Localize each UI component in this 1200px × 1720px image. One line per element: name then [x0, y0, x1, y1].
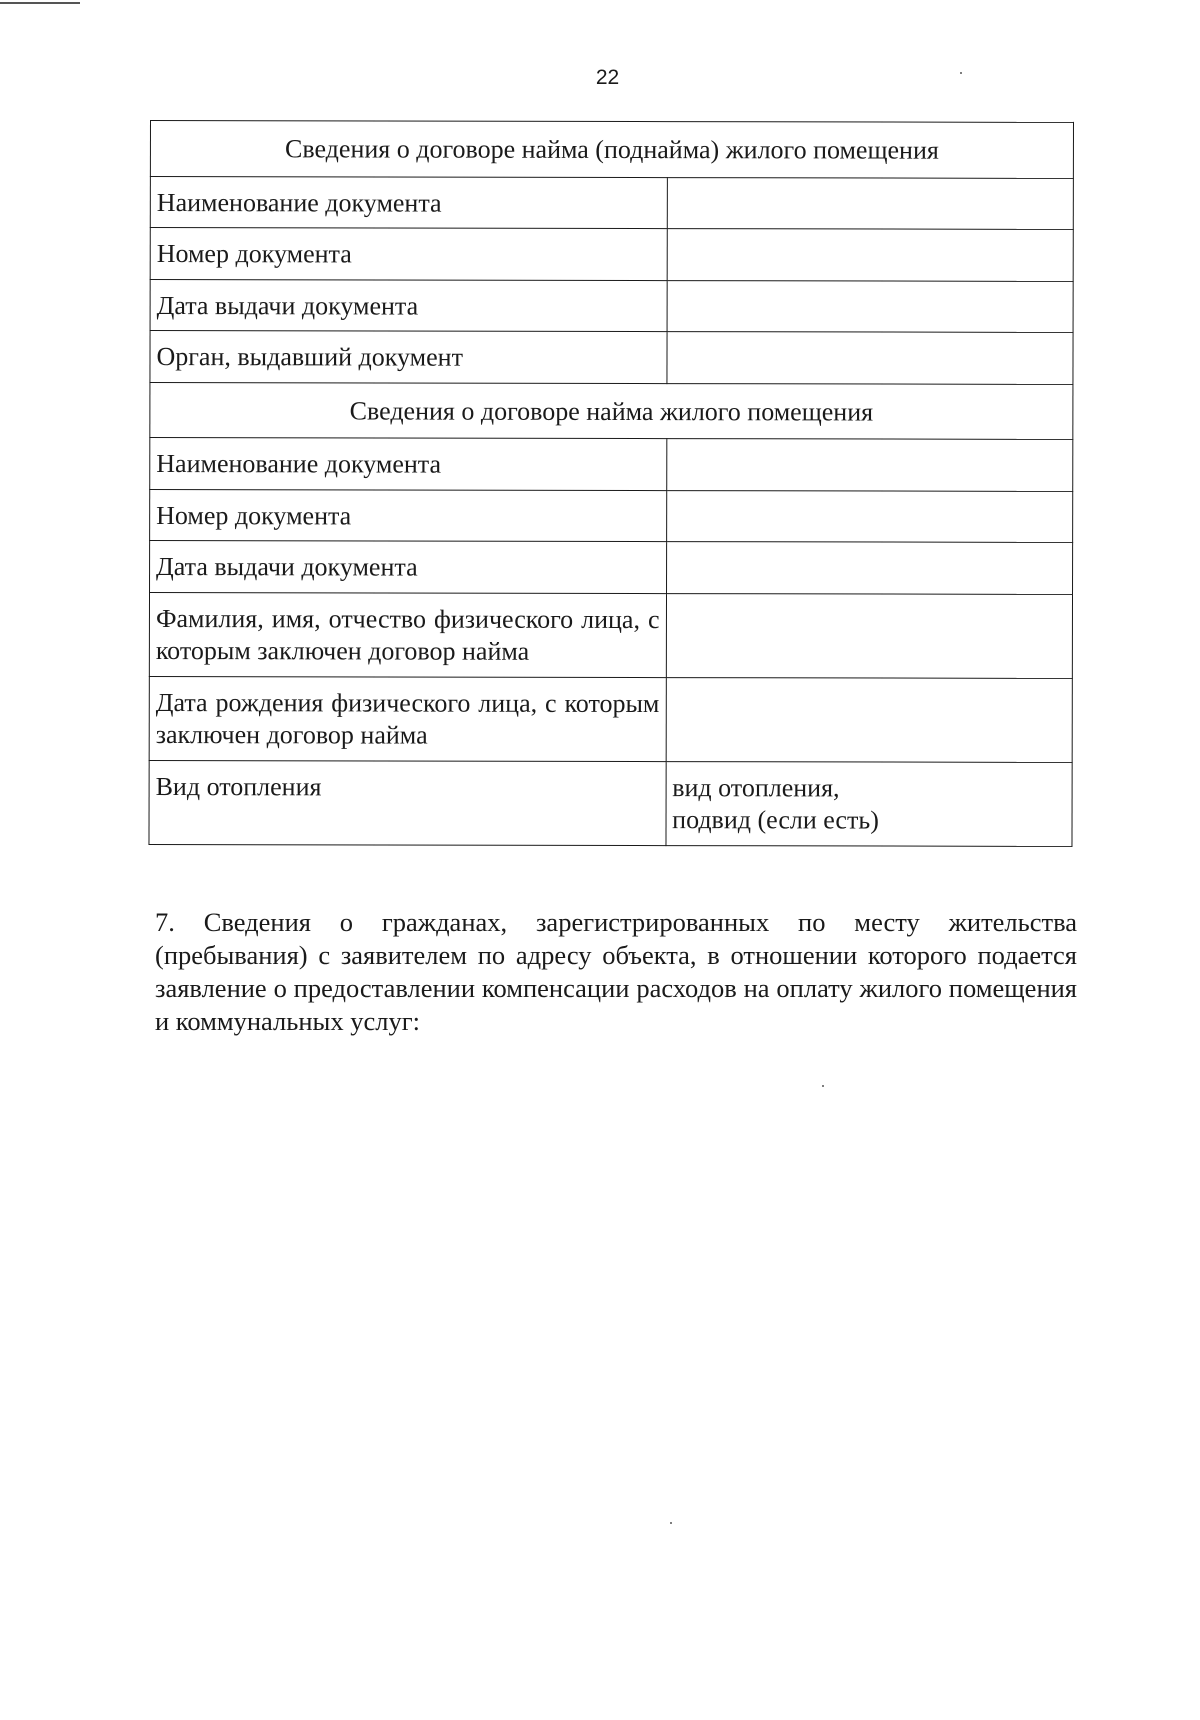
row-label: Вид отопления [149, 760, 666, 845]
row-value-heating: вид отопления, подвид (если есть) [666, 761, 1073, 846]
row-value [666, 490, 1072, 542]
paragraph-7: 7. Сведения о гражданах, зарегистрированных по месту жительства (пребывания) с заявителем по адресу объекта, в отношении которого подается заявление о предоставлении компенсации расходов на оплату жилого помещения и коммунальных услуг: [155, 907, 1077, 1036]
table-row [150, 176, 1073, 229]
row-value [667, 280, 1073, 332]
section-header-row [150, 121, 1073, 178]
scan-speck [960, 72, 962, 74]
row-label: Дата выдачи документа [150, 279, 667, 332]
row-label: Номер документа [150, 228, 667, 281]
row-value [667, 229, 1073, 281]
row-label: Наименование документа [150, 438, 667, 491]
table-row [149, 676, 1072, 762]
row-value [667, 332, 1073, 384]
table-row [150, 489, 1073, 542]
lease-info-table [148, 120, 1074, 846]
table-row [150, 541, 1073, 594]
table-row [150, 279, 1073, 332]
page-number: 22 [595, 66, 620, 89]
section-header-sublease: Сведения о договоре найма (поднайма) жилого помещения [150, 121, 1073, 178]
row-label: Дата рождения физического лица, с которым заключен договор найма [149, 676, 666, 761]
row-label: Наименование документа [150, 176, 667, 229]
table-row [150, 331, 1073, 384]
row-label: Орган, выдавший документ [150, 331, 667, 384]
scan-speck [822, 1085, 824, 1087]
row-label: Номер документа [150, 489, 667, 542]
section-header-lease: Сведения о договоре найма жилого помещения [150, 382, 1073, 439]
table-row [150, 438, 1073, 491]
row-label: Фамилия, имя, отчество физического лица, с которым заключен договор найма [149, 592, 666, 677]
row-value [666, 542, 1072, 594]
table-row [149, 592, 1072, 678]
scan-artifact-line [0, 2, 80, 10]
row-value [666, 677, 1073, 762]
scan-speck [670, 1522, 672, 1524]
section-header-row [150, 382, 1073, 439]
table-row [150, 228, 1073, 281]
row-value [667, 177, 1073, 229]
row-value [666, 439, 1072, 491]
row-value [666, 593, 1073, 678]
row-label: Дата выдачи документа [150, 541, 667, 594]
table-row [149, 760, 1072, 846]
